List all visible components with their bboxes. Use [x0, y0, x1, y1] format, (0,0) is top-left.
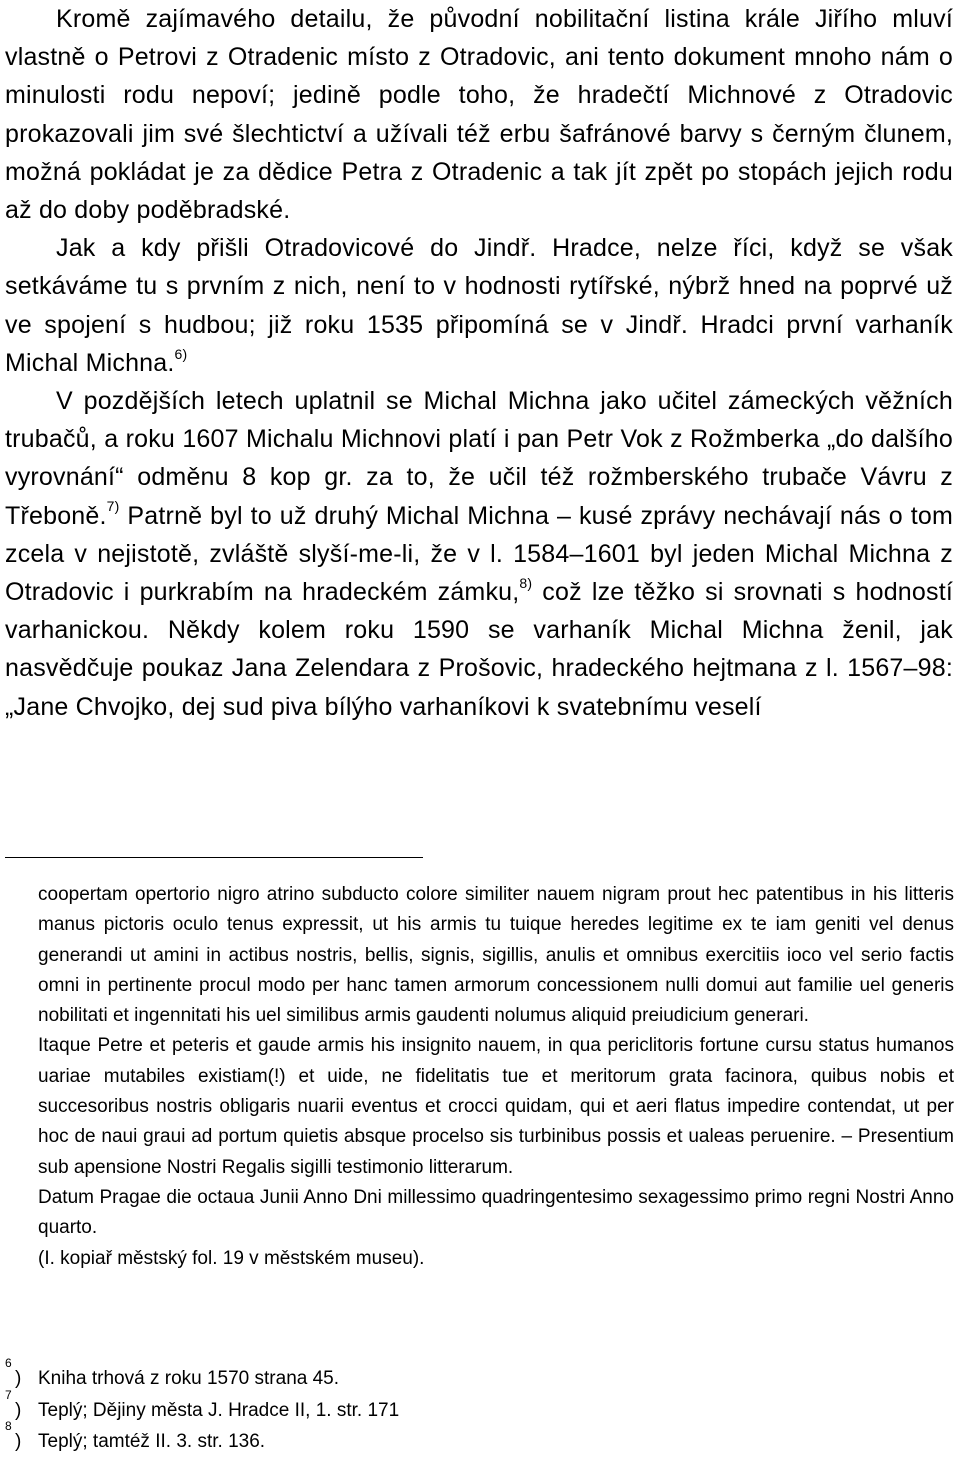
footnotes	[5, 1356, 705, 1458]
footnote-ref-6: 6)	[174, 345, 188, 362]
footnote-8	[5, 1419, 705, 1458]
footnote-number: 7	[5, 1387, 12, 1402]
paragraph-3-text-c: což lze těžko si srovnati s hodností varhanickou. Někdy kolem roku 1590 se varhaník Michal Michna ženil, jak nasvědčuje poukaz Jana Zelendara z Prošovic, hradeckého hejtmana z l. 1567–98: „Jane Chvojko, dej sud piva bílýho varhaníkovi k svatebnímu veselí	[5, 578, 954, 721]
footnote-ref-7: 7)	[106, 498, 120, 515]
footnote-ref-8: 8)	[519, 574, 533, 591]
footnote-7	[5, 1387, 705, 1427]
footnote-number: 8	[5, 1419, 12, 1433]
footnote-text: Kniha trhová z roku 1570 strana 45.	[38, 1368, 340, 1389]
latin-quotation	[38, 880, 954, 1274]
paragraph-3	[5, 382, 953, 726]
footnote-number: 6	[5, 1356, 12, 1370]
footnote-text: Teplý; Dějiny města J. Hradce II, 1. str. 171	[38, 1399, 400, 1421]
footnote-paren: )	[15, 1399, 22, 1421]
latin-paragraph-3: Datum Pragae die octaua Junii Anno Dni millessimo quadringentesimo sexagessimo primo regni Nostri Anno quarto.	[38, 1186, 954, 1239]
latin-paragraph-1: coopertam opertorio nigro atrino subducto colore similiter nauem nigram prout hec patentibus in his litteris manus pictoris oculo tenus expressit, ut his armis tu tuique heredes legitime ex te iam geniti vel denus generandi ut amini in actibus nostris, bellis, signis, sigillis, anulis et omnibus exercitiis ioco vel serio factis omni in pertinente procul modo per hanc tamen armorum concessionem nulli domui aut familie uel generis nobilitati et ingennitati his uel similibus armis gaudenti nolumus aliquid preiudicium generari.	[38, 884, 954, 1027]
paragraph-3-text-a: V pozdějších letech uplatnil se Michal Michna jako učitel zámeckých věžních trubačů, a roku 1607 Michalu Michnovi platí i pan Petr Vok z Rožmberka „do dalšího vyrovnání“ odměnu 8 kop gr. za to, že učil též rožmberského trubače Vávru z Třeboně.	[5, 387, 953, 530]
paragraph-1: Kromě zajímavého detailu, že původní nobilitační listina krále Jiřího mluví vlastně o Petrovi z Otradenic místo z Otradovic, ani tento dokument mnoho nám o minulosti rodu nepoví; jedině podle toho, že hradečtí Michnové z Otradovic prokazovali jim své šlechtictví a užívali též erbu šafránové barvy s černým člunem, možná pokládat je za dědice Petra z Otradenic a tak jít zpět po stopách jejich rodu až do doby poděbradské.	[5, 5, 953, 225]
paragraph-3-text-b: Patrně byl to už druhý Michal Michna – kusé zprávy nechávají nás o tom zcela v nejistotě, zvláště slyší-me-li, že v l. 1584–1601 byl jeden Michal Michna z Otradovic i purkrabím na hradeckém zámku,	[5, 501, 953, 607]
footnote-separator	[5, 857, 423, 858]
paragraph-2	[5, 229, 953, 382]
main-text	[5, 0, 953, 726]
footnote-text: Teplý; tamtéž II. 3. str. 136.	[38, 1431, 266, 1452]
footnote-6	[5, 1356, 705, 1395]
latin-paragraph-2: Itaque Petre et peteris et gaude armis his insignito nauem, in qua periclitoris fortune cursu status humanos uariae mutabiles existiam(!) et uide, ne fidelitatis tue et meritorum grata facinora, quibus nobis et succesoribus nostris obligaris nuarii eventus et crocci quidam, qui et aeri flatus impedire contendat, ut per hoc de naui graui ad portum quietis absque procelso sis turbinibus possis et ualeas peruenire. – Presentium sub apensione Nostri Regalis sigilli testimonio litterarum.	[38, 1035, 954, 1178]
source-note: (I. kopiař městský fol. 19 v městském museu).	[38, 1247, 425, 1269]
footnote-paren: )	[15, 1431, 22, 1452]
footnote-paren: )	[15, 1368, 22, 1389]
paragraph-2-text: Jak a kdy přišli Otradovicové do Jindř. Hradce, nelze říci, když se však setkáváme tu s prvním z nich, není to v hodnosti rytířské, nýbrž hned na poprvé už ve spojení s hudbou; již roku 1535 připomíná se v Jindř. Hradci první varhaník Michal Michna.	[5, 234, 953, 377]
